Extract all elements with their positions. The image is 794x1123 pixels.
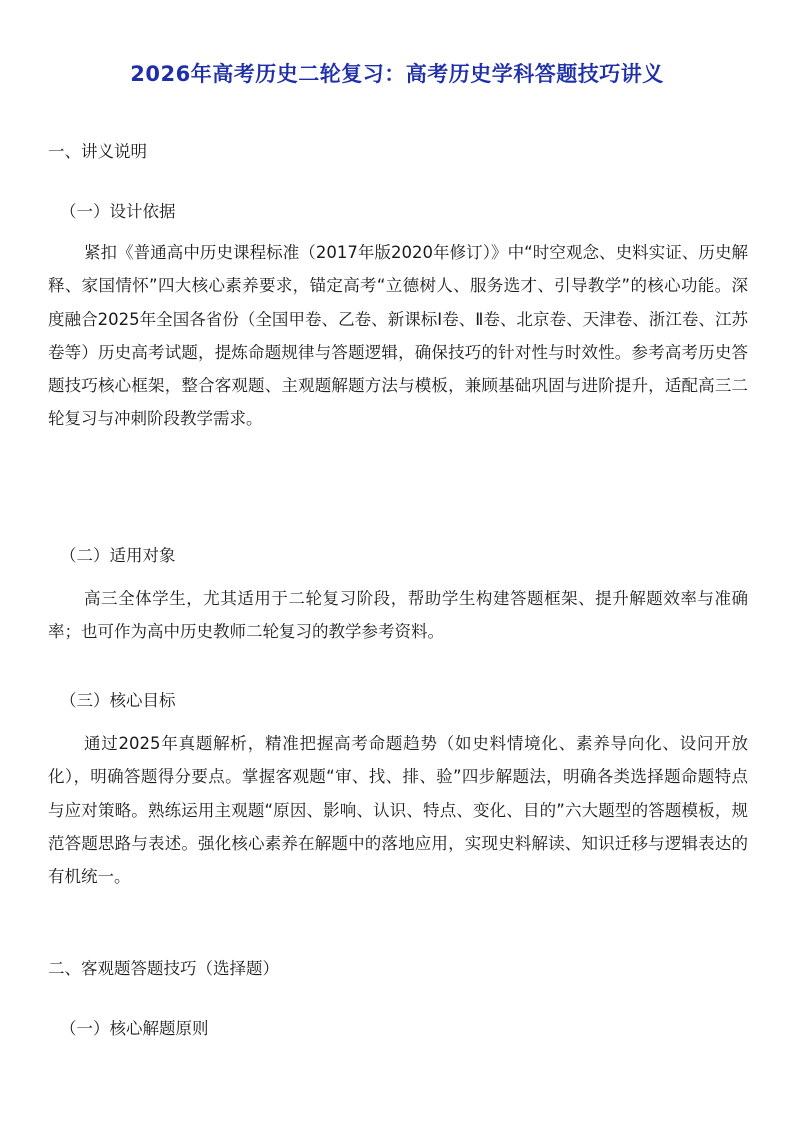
subsection-heading-2-1: （一）核心解题原则 — [60, 1019, 209, 1038]
subsection-heading-1-3: （三）核心目标 — [60, 691, 176, 710]
section-heading-1: 一、讲义说明 — [48, 142, 147, 161]
paragraph-target-audience: 高三全体学生，尤其适用于二轮复习阶段，帮助学生构建答题框架、提升解题效率与准确率；也可作为高中历史教师二轮复习的教学参考资料。 — [48, 589, 748, 642]
subsection-heading-1-2: （二）适用对象 — [60, 546, 176, 565]
paragraph-design-basis: 紧扣《普通高中历史课程标准（2017年版2020年修订）》中“时空观念、史料实证、历史解释、家国情怀”四大核心素养要求，锚定高考“立德树人、服务选才、引导教学”的核心功能。深度融合2025年全国各省份（全国甲卷、乙卷、新课标Ⅰ卷、Ⅱ卷、北京卷、天津卷、浙江卷、江苏卷等）历史高考试题，提炼命题规律与答题逻辑，确保技巧的针对性与时效性。参考高考历史答题技巧核心框架，整合客观题、主观题解题方法与模板，兼顾基础巩固与进阶提升，适配高三二轮复习与冲刺阶段教学需求。 — [48, 243, 748, 429]
document-title: 2026年高考历史二轮复习：高考历史学科答题技巧讲义 — [130, 62, 664, 86]
section-heading-2: 二、客观题答题技巧（选择题） — [48, 959, 279, 978]
paragraph-core-goals: 通过2025年真题解析，精准把握高考命题趋势（如史料情境化、素养导向化、设问开放化），明确答题得分要点。掌握客观题“审、找、排、验”四步解题法，明确各类选择题命题特点与应对策略。熟练运用主观题“原因、影响、认识、特点、变化、目的”六大题型的答题模板，规范答题思路与表述。强化核心素养在解题中的落地应用，实现史料解读、知识迁移与逻辑表达的有机统一。 — [48, 734, 748, 887]
subsection-heading-1-1: （一）设计依据 — [60, 202, 176, 221]
